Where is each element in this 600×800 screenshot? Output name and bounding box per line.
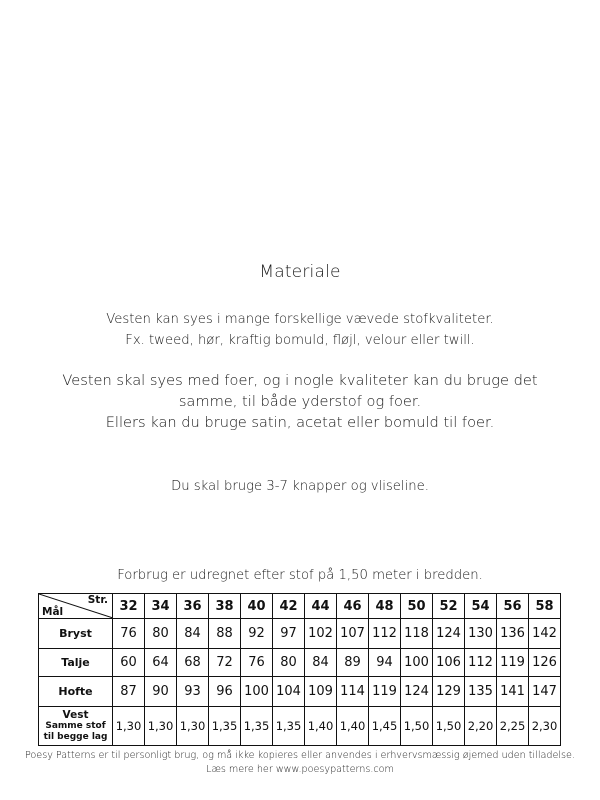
size-header-cell: 42 [273, 594, 305, 619]
fabric-paragraph [0, 309, 600, 351]
measurement-cell: 112 [465, 649, 497, 677]
measurement-cell: 80 [273, 649, 305, 677]
consumption-cell: 1,35 [273, 707, 305, 746]
size-header-cell: 38 [209, 594, 241, 619]
size-header-cell: 36 [177, 594, 209, 619]
size-header-cell: 54 [465, 594, 497, 619]
measurement-cell: 104 [273, 677, 305, 707]
consumption-cell: 2,25 [497, 707, 529, 746]
consumption-cell: 1,40 [305, 707, 337, 746]
consumption-cell: 1,35 [241, 707, 273, 746]
measurement-cell: 119 [369, 677, 401, 707]
measurement-row [39, 649, 561, 677]
measurement-row [39, 677, 561, 707]
vest-label: Vest [62, 709, 89, 721]
row-label: Hofte [39, 677, 113, 707]
page-title: Materiale [259, 262, 341, 282]
measurement-cell: 114 [337, 677, 369, 707]
measurement-cell: 109 [305, 677, 337, 707]
text-line: Ellers kan du bruge satin, acetat eller bomuld til foer. [105, 414, 495, 431]
measurement-cell: 84 [177, 619, 209, 649]
measurement-cell: 68 [177, 649, 209, 677]
website-line: Læs mere her www.poesypatterns.com [206, 764, 394, 775]
buttons-paragraph [0, 478, 600, 496]
measurement-cell: 118 [401, 619, 433, 649]
consumption-cell: 1,50 [433, 707, 465, 746]
consumption-cell: 1,30 [113, 707, 145, 746]
measurement-cell: 97 [273, 619, 305, 649]
measurement-cell: 93 [177, 677, 209, 707]
measurement-cell: 147 [529, 677, 561, 707]
measurement-cell: 87 [113, 677, 145, 707]
size-header-cell: 58 [529, 594, 561, 619]
measurement-cell: 80 [145, 619, 177, 649]
consumption-cell: 1,50 [401, 707, 433, 746]
measurement-cell: 142 [529, 619, 561, 649]
measurement-cell: 60 [113, 649, 145, 677]
fabric-consumption-row [39, 707, 561, 746]
size-header-cell: 52 [433, 594, 465, 619]
row-label [39, 707, 113, 746]
size-header-cell: 40 [241, 594, 273, 619]
measurement-cell: 96 [209, 677, 241, 707]
text-line: samme, til både yderstof og foer. [178, 393, 422, 410]
measurement-cell: 94 [369, 649, 401, 677]
vest-sublabel: Samme stof til begge lag [43, 721, 108, 742]
text-line: Fx. tweed, hør, kraftig bomuld, fløjl, velour eller twill. [125, 333, 475, 348]
table-corner-cell [39, 594, 113, 619]
measurement-cell: 136 [497, 619, 529, 649]
text-line: Du skal bruge 3-7 knapper og vliseline. [171, 479, 429, 494]
measurement-cell: 126 [529, 649, 561, 677]
measurement-cell: 92 [241, 619, 273, 649]
size-header-cell: 44 [305, 594, 337, 619]
measurement-cell: 141 [497, 677, 529, 707]
measurement-cell: 129 [433, 677, 465, 707]
measurement-cell: 124 [401, 677, 433, 707]
consumption-cell: 2,20 [465, 707, 497, 746]
lining-paragraph [0, 370, 600, 433]
measurement-cell: 76 [241, 649, 273, 677]
measurement-cell: 130 [465, 619, 497, 649]
footer-note [0, 749, 600, 777]
copyright-line: Poesy Patterns er til personligt brug, og må ikke kopieres eller anvendes i erhvervsmæssig øjemed uden tilladelse. [24, 750, 576, 761]
measurement-cell: 124 [433, 619, 465, 649]
measurement-cell: 102 [305, 619, 337, 649]
size-header-cell: 34 [145, 594, 177, 619]
size-table [38, 593, 561, 746]
consumption-cell: 1,45 [369, 707, 401, 746]
measurement-cell: 76 [113, 619, 145, 649]
measurement-cell: 100 [401, 649, 433, 677]
measurement-cell: 119 [497, 649, 529, 677]
measurement-cell: 135 [465, 677, 497, 707]
measurement-cell: 89 [337, 649, 369, 677]
text-line: Vesten kan syes i mange forskellige vævede stofkvaliteter. [106, 312, 494, 327]
measure-axis-label: Mål [42, 606, 64, 618]
size-header-cell: 56 [497, 594, 529, 619]
row-label: Bryst [39, 619, 113, 649]
measurement-row [39, 619, 561, 649]
consumption-cell: 1,30 [145, 707, 177, 746]
consumption-cell: 1,35 [209, 707, 241, 746]
measurement-cell: 107 [337, 619, 369, 649]
text-line: Vesten skal syes med foer, og i nogle kvaliteter kan du bruge det [62, 372, 538, 389]
measurement-cell: 100 [241, 677, 273, 707]
measurement-cell: 88 [209, 619, 241, 649]
size-header-cell: 50 [401, 594, 433, 619]
measurement-cell: 84 [305, 649, 337, 677]
row-label: Talje [39, 649, 113, 677]
size-axis-label: Str. [87, 594, 108, 606]
measurement-cell: 106 [433, 649, 465, 677]
size-header-cell: 46 [337, 594, 369, 619]
size-header-cell: 32 [113, 594, 145, 619]
size-header-cell: 48 [369, 594, 401, 619]
text-line: Forbrug er udregnet efter stof på 1,50 meter i bredden. [117, 568, 483, 583]
measurement-cell: 64 [145, 649, 177, 677]
consumption-cell: 1,30 [177, 707, 209, 746]
size-header-row [39, 594, 561, 619]
measurement-cell: 72 [209, 649, 241, 677]
consumption-cell: 2,30 [529, 707, 561, 746]
consumption-cell: 1,40 [337, 707, 369, 746]
measurement-cell: 90 [145, 677, 177, 707]
measurement-cell: 112 [369, 619, 401, 649]
consumption-note [0, 567, 600, 585]
